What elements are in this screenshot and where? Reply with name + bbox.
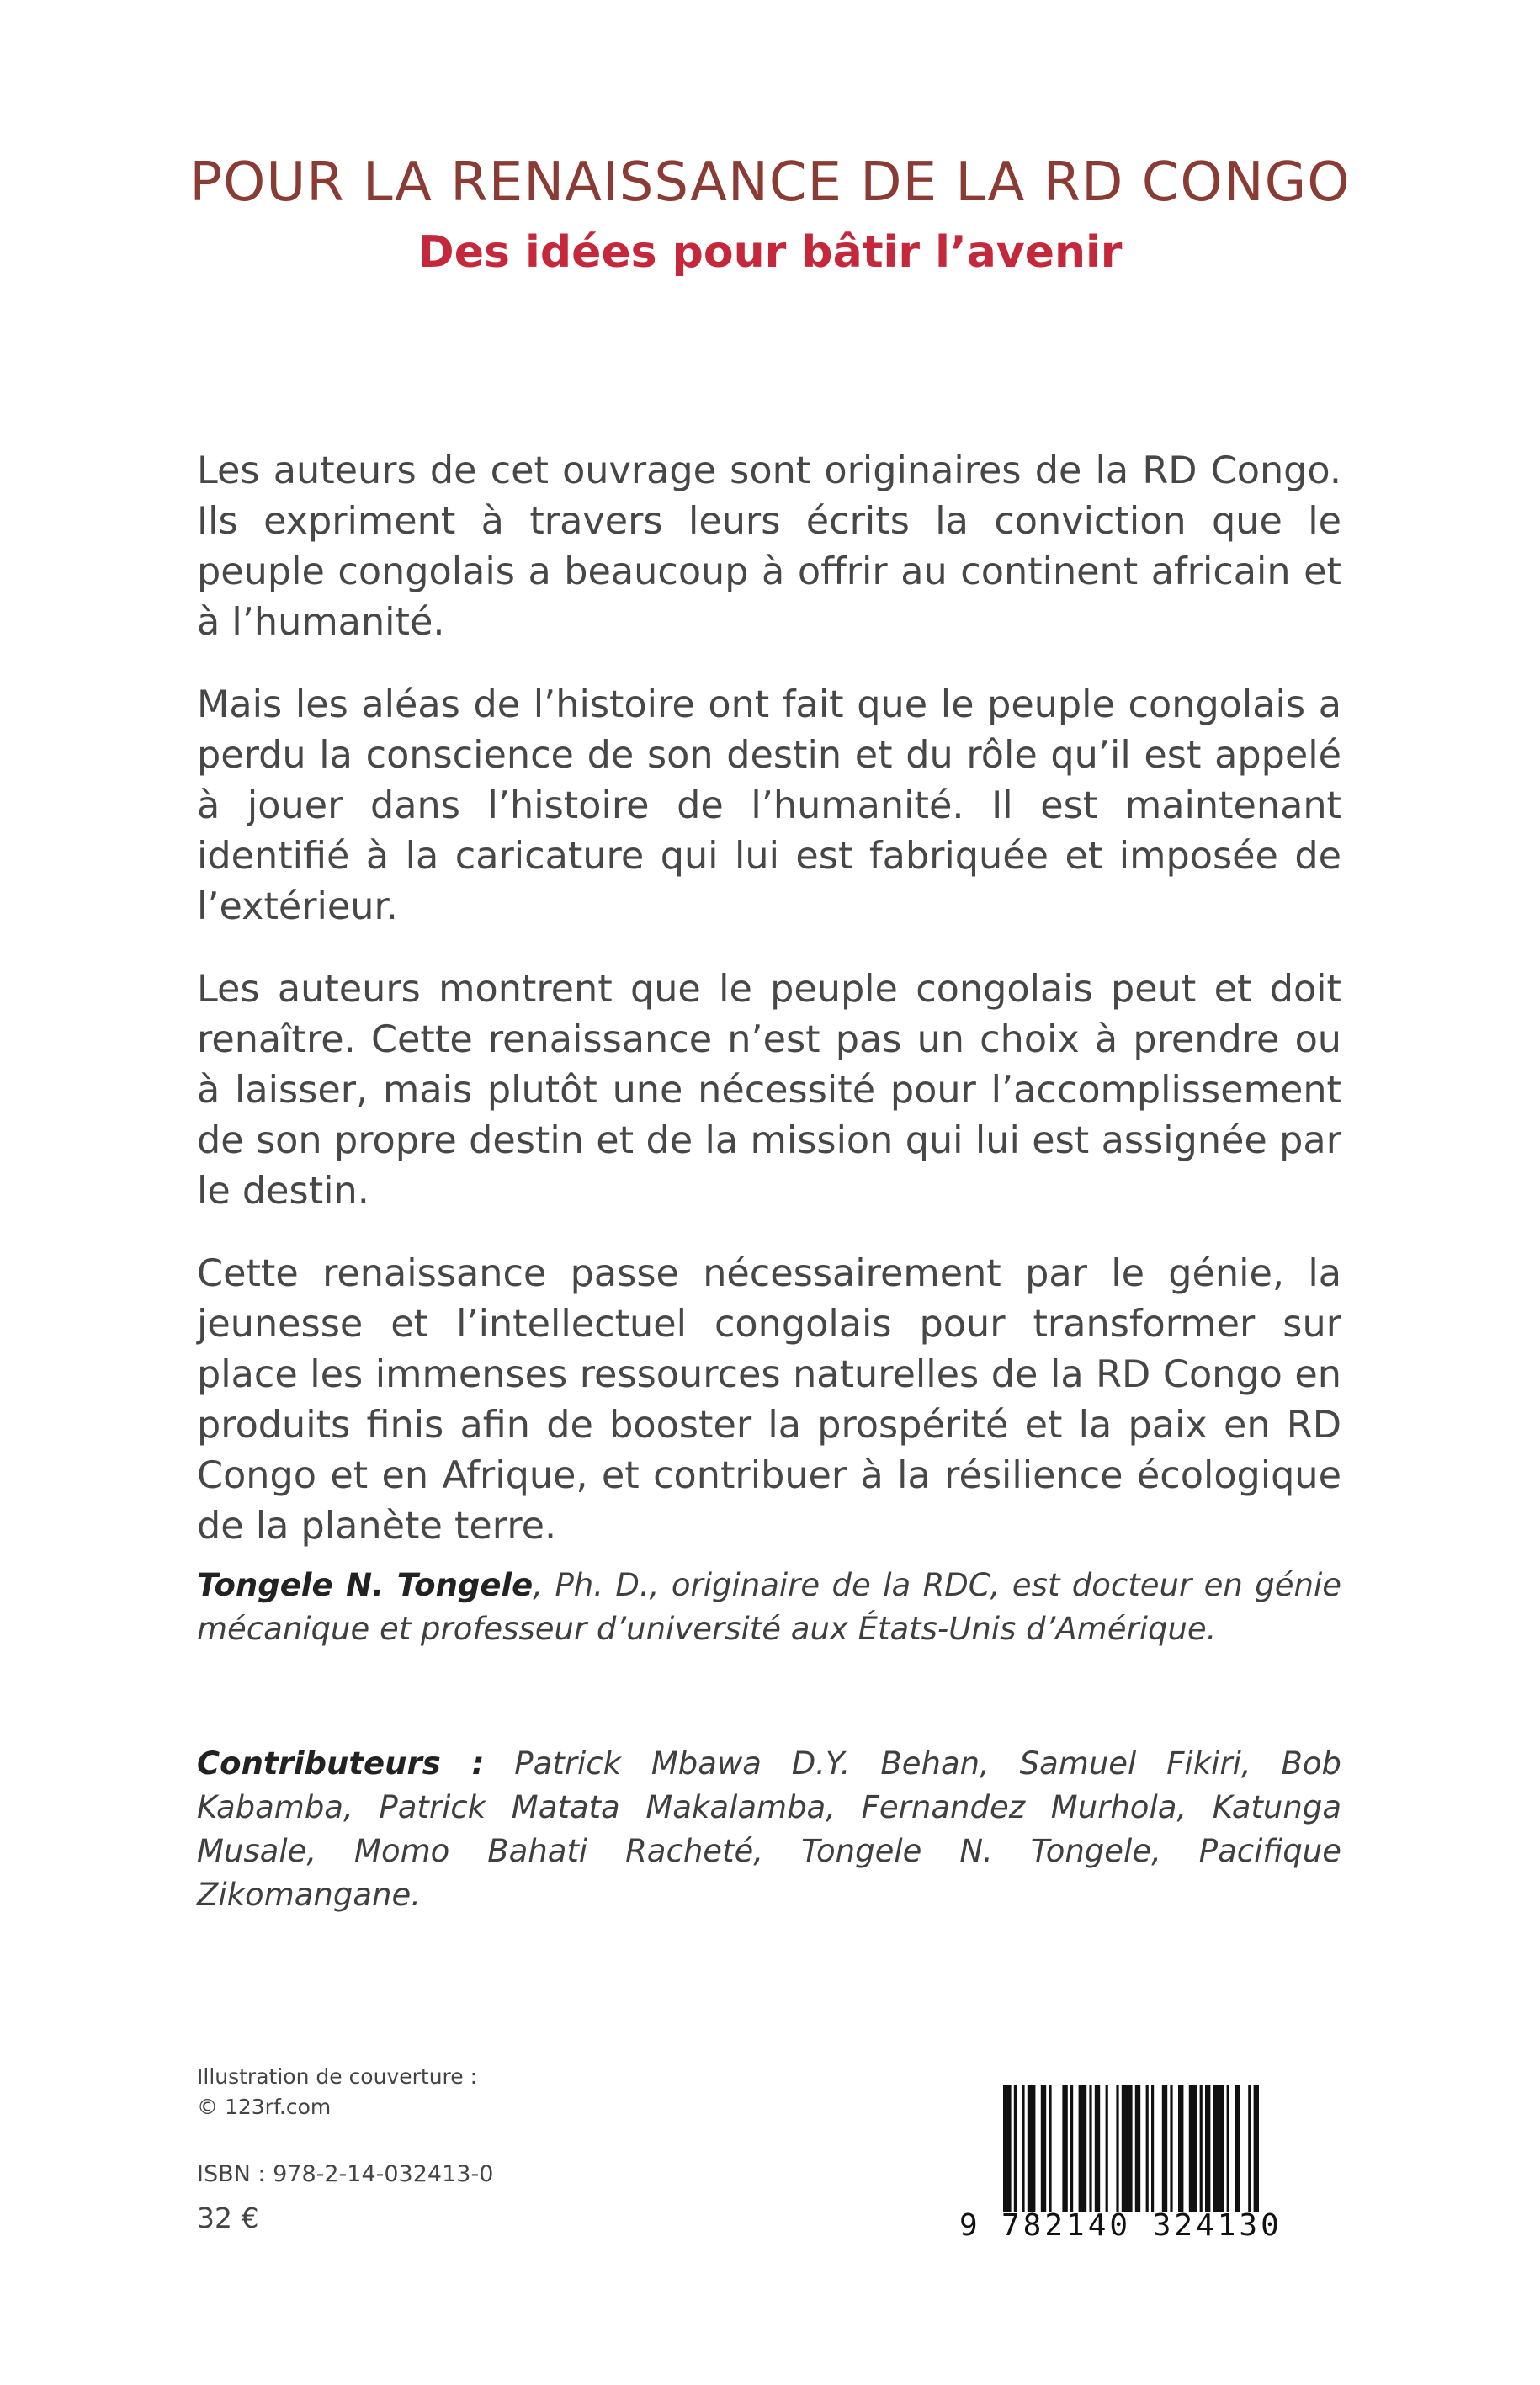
contributors-label: Contributeurs : <box>197 1745 485 1782</box>
book-subtitle: Des idées pour bâtir l’avenir <box>417 227 1123 278</box>
illustration-credit <box>197 2062 477 2122</box>
barcode-first-digit: 9 <box>959 2208 978 2243</box>
synopsis <box>197 446 1341 1584</box>
book-title: POUR LA RENAISSANCE DE LA RD CONGO <box>189 151 1351 214</box>
author-name: Tongele N. Tongele <box>197 1567 534 1603</box>
author-bio <box>197 1564 1341 1651</box>
illustration-credit-source: © 123rf.com <box>197 2095 332 2119</box>
synopsis-paragraph: Les auteurs montrent que le peuple congolais peut et doit renaître. Cette renaissance n’est pas un choix à prendre ou à laisser, mais plutôt une nécessité pour l’accomplissement de son propre destin et de la mission qui lui est assignée par le destin. <box>197 968 1341 1213</box>
contributors <box>197 1742 1341 1917</box>
price: 32 € <box>197 2202 259 2234</box>
isbn: ISBN : 978-2-14-032413-0 <box>197 2161 494 2187</box>
synopsis-paragraph: Mais les aléas de l’histoire ont fait que le peuple congolais a perdu la conscience de son destin et du rôle qu’il est appelé à jouer dans l’histoire de l’humanité. Il est maintenant identifié à la caricature qui lui est fabriquée et imposée de l’extérieur. <box>197 683 1341 928</box>
contributors-names: Patrick Mbawa D.Y. Behan, Samuel Fikiri, Bob Kabamba, Patrick Matata Makalamba, Fernandez Murhola, Katunga Musale, Momo Bahati Racheté, Tongele N. Tongele, Pacifique Zikomangane. <box>197 1745 1341 1913</box>
illustration-credit-label: Illustration de couverture : <box>197 2064 478 2089</box>
author-bio-text: , Ph. D., originaire de la RDC, est docteur en génie mécanique et professeur d’université aux États-Unis d’Amérique. <box>197 1567 1341 1647</box>
synopsis-paragraph: Les auteurs de cet ouvrage sont originaires de la RD Congo. Ils expriment à travers leurs écrits la conviction que le peuple congolais a beaucoup à offrir au continent africain et à l’humanité. <box>197 449 1341 644</box>
barcode-digits: 782140 324130 <box>1001 2208 1282 2243</box>
synopsis-paragraph: Cette renaissance passe nécessairement par le génie, la jeunesse et l’intellectuel congolais pour transformer sur place les immenses ressources naturelles de la RD Congo en produits finis afin de booster la prospérité et la paix en RD Congo et en Afrique, et contribuer à la résilience écologique de la planète terre. <box>197 1252 1341 1548</box>
barcode-bars <box>959 2085 1355 2212</box>
